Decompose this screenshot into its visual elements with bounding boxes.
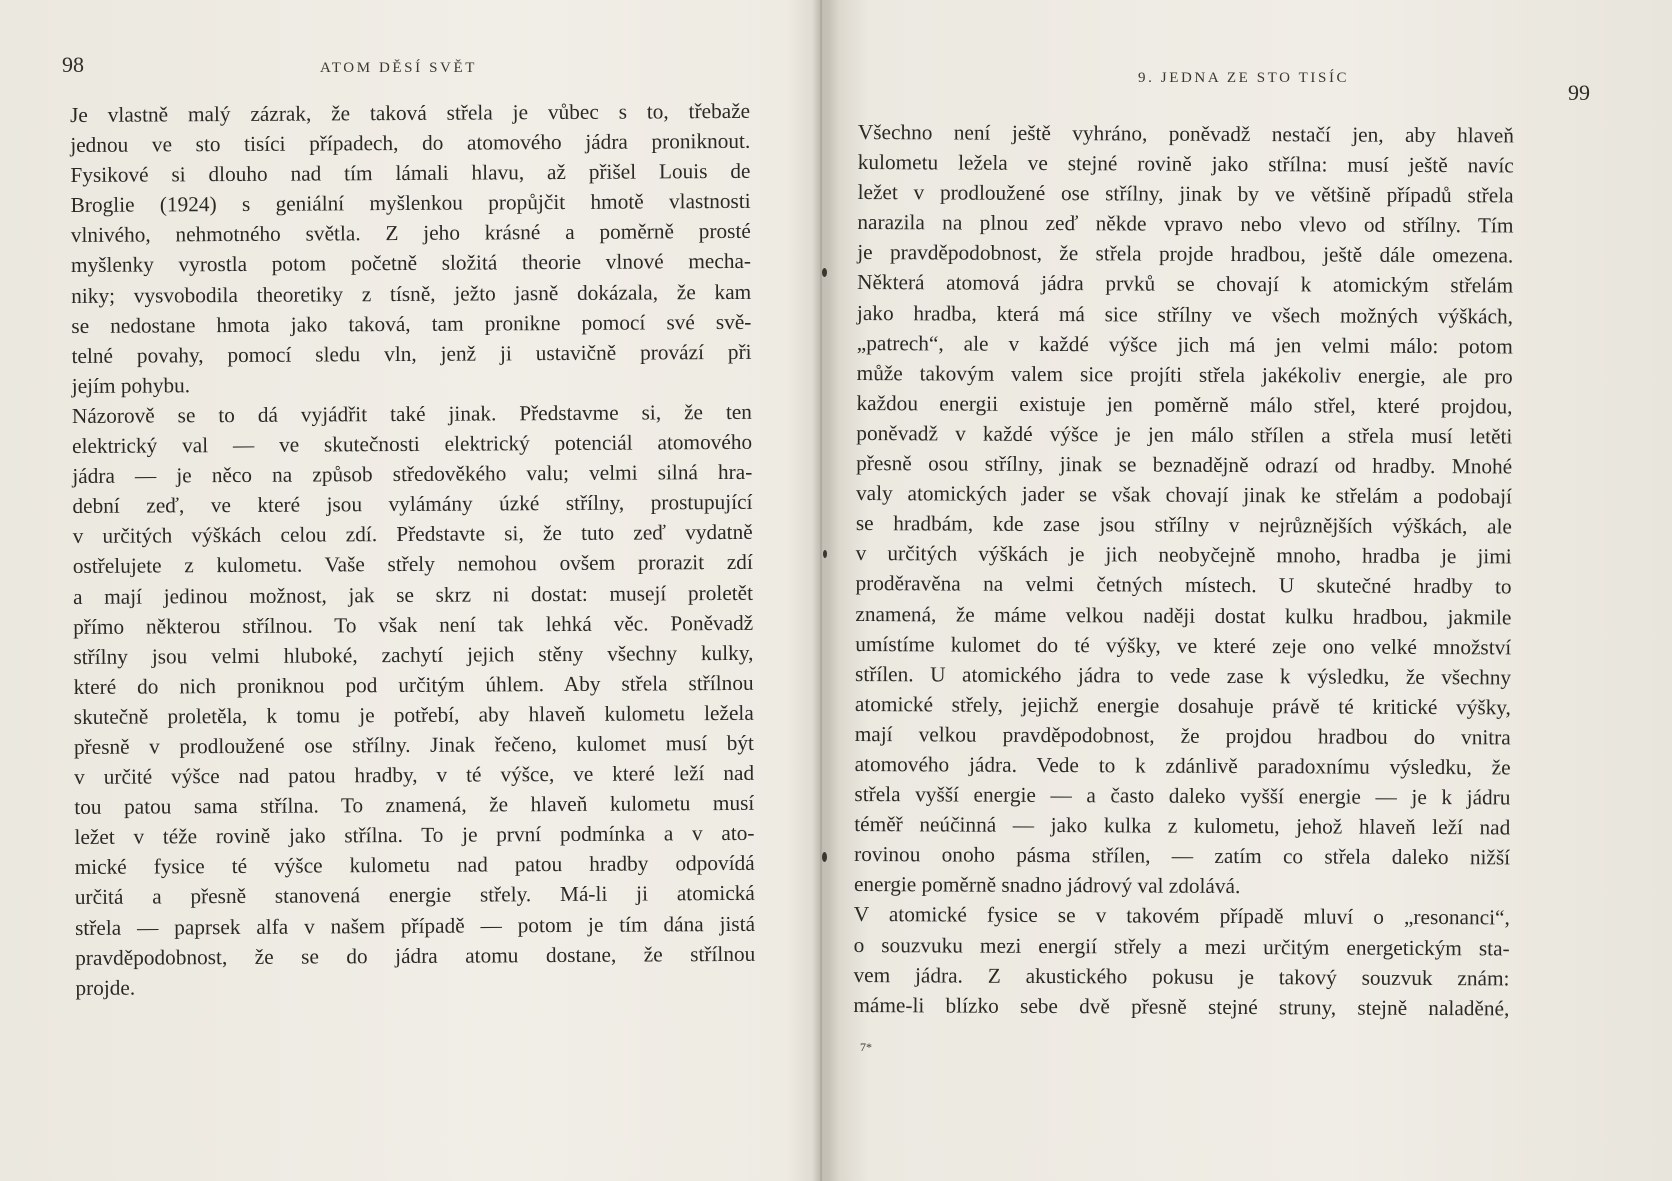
book-gutter (812, 0, 830, 1181)
text-line: projde. (75, 975, 136, 1000)
text-line: je pravděpodobnost, že střela projde hradbou, ještě dále omezena. (857, 240, 1514, 268)
text-line: v určité výšce nad patou hradby, v té výšce, ve které leží nad (74, 760, 755, 790)
text-line: Názorově se to dá vyjádřit také jinak. Představme si, že ten (71, 399, 752, 428)
text-line: skutečně proletěla, k tomu je potřebí, aby hlaveň kulometu ležela (73, 700, 754, 729)
text-line: se hradbám, kde zase jsou střílny v nejrůznějších výškách, ale (855, 511, 1512, 539)
text-line: máme-li blízko sebe dvě přesně stejné struny, stejně naladěné, (853, 992, 1510, 1021)
text-line: elektrický val — ve skutečnosti elektrický potenciál atomového (72, 429, 753, 459)
text-line: dební zeď, ve které jsou vylámány úzké střílny, prostupující (72, 490, 753, 519)
text-line: v určitých výškách je jich neobyčejně mnoho, hradba je jimi (855, 541, 1512, 569)
text-line: V atomické fysice se v takovém případě mluví o „resonanci“, (853, 902, 1510, 930)
text-line: znamená, že máme velkou naději dostat kulku hradbou, jakmile (855, 601, 1512, 629)
text-line: které do nich proniknou pod určitým úhlem. Aby střela střílnou (73, 670, 754, 699)
text-line: Některá atomová jádra prvků se chovají k atomickým střelám (857, 270, 1514, 298)
text-line: tou patou sama střílna. To znamená, že hlaveň kulometu musí (74, 790, 755, 820)
text-line: a mají jedinou možnost, jak se skrz ni dostat: musejí proletět (72, 580, 754, 609)
text-line: atomické střely, jejichž energie dosahuje právě té kritické výšky, (854, 691, 1511, 720)
text-line: střela vyšší energie — a často daleko vyšší energie — je k jádru (854, 782, 1511, 810)
binding-mark (822, 268, 827, 277)
text-line: Všechno není ještě vyhráno, poněvadž nestačí jen, aby hlaveň (857, 119, 1514, 148)
right-body-text (853, 117, 1514, 1023)
text-line: umístíme kulomet do té výšky, ve které zeje ono velké množství (855, 631, 1512, 660)
text-line: narazila na plnou zeď někde vpravo nebo vlevo od střílny. Tím (857, 210, 1514, 238)
text-line: střílny jsou velmi hluboké, zachytí jejich stěny všechny kulky, (73, 640, 754, 669)
text-line: ležet v prodloužené ose střílny, jinak by ve většině případů střela (857, 180, 1514, 208)
right-page (830, 0, 1672, 1181)
text-line: vlnivého, nehmotného světla. Z jeho krásné a poměrně prosté (70, 219, 751, 248)
right-running-head: 9. JEDNA ZE STO TISÍC (1138, 70, 1350, 86)
text-line: Je vlastně malý zázrak, že taková střela je vůbec s to, třebaže (70, 98, 751, 127)
text-line: energie poměrně snadno jádrový val zdolává. (853, 872, 1241, 899)
text-line: jako hradba, která má sice střílny ve všech možných výškách, (856, 300, 1514, 328)
text-line: ležet v téže rovině jako střílna. To je první podmínka a v ato- (74, 821, 755, 850)
binding-mark (822, 852, 827, 862)
text-line: kulometu ležela ve stejné rovině jako střílna: musí ještě navíc (857, 150, 1514, 178)
text-line: jejím pohybu. (71, 373, 191, 398)
text-line: atomového jádra. Vede to k zdánlivě paradoxnímu výsledku, že (854, 751, 1511, 780)
text-line: proděravěna na velmi četných místech. U skutečné hradby to (855, 571, 1512, 599)
left-page-number: 98 (62, 52, 84, 77)
text-line: přesně osou střílny, jinak se beznadějně odrazí od hradby. Mnohé (856, 451, 1513, 479)
text-line: jednou ve sto tisíci případech, do atomového jádra proniknout. (70, 128, 751, 158)
text-line: pravděpodobnost, že se do jádra atomu dostane, že střílnou (75, 941, 756, 970)
text-line: může takovým valem sice projíti střela jakékoliv energie, ale pro (856, 360, 1513, 389)
text-line: o souzvuku mezi energií střely a mezi určitým energetickým sta- (853, 932, 1510, 960)
text-line: valy atomických jader se však chovají jinak ke střelám a podobají (855, 481, 1513, 509)
left-running-head: ATOM DĚSÍ SVĚT (320, 60, 477, 76)
text-line: jádra — je něco na způsob středověkého valu; velmi silná hra- (72, 459, 753, 489)
text-line: v určitých výškách celou zdí. Představte si, že tuto zeď vydatně (72, 520, 753, 549)
text-line: poněvadž v každé výšce je jen málo střílen a střela musí letěti (856, 420, 1513, 449)
left-page (0, 0, 812, 1181)
text-line: Broglie (1924) s geniální myšlenkou propůjčit hmotě vlastnosti (70, 189, 751, 218)
text-line: rovinou onoho pásma střílen, — zatím co střela daleko nižší (854, 842, 1511, 870)
text-line: přesně v prodloužené ose střílny. Jinak řečeno, kulomet musí být (73, 730, 755, 759)
text-line: přímo některou střílnou. To však není tak lehká věc. Poněvadž (73, 610, 754, 639)
text-line: téměř neúčinná — jako kulka z kulometu, jehož hlaveň leží nad (854, 812, 1511, 840)
text-line: niky; vysvobodila theoretiky z tísně, ježto jasně dokázala, že kam (71, 279, 752, 308)
left-body-text (70, 96, 756, 1003)
text-line: vem jádra. Z akustického pokusu je takový souzvuk znám: (853, 962, 1510, 991)
text-line: určitá a přesně stanovená energie střely. Má-li ji atomická (74, 881, 755, 910)
text-line: mické fysice té výšce kulometu nad patou hradby odpovídá (74, 851, 755, 880)
signature-mark: 7* (860, 1040, 872, 1054)
text-line: myšlenky vyrostla potom početně složitá theorie vlnové mecha- (70, 249, 752, 278)
text-line: mají velkou pravděpodobnost, že projdou hradbou do vnitra (854, 721, 1511, 750)
text-line: ostřelujete z kulometu. Vaše střely nemohou ovšem prorazit zdí (72, 550, 753, 579)
text-line: střela — paprsek alfa v našem případě — potom je tím dána jistá (74, 911, 756, 940)
right-page-number: 99 (1568, 80, 1590, 105)
text-line: každou energii existuje jen poměrně málo střel, které projdou, (856, 390, 1513, 419)
text-line: „patrech“, ale v každé výšce jich má jen velmi málo: potom (856, 330, 1513, 359)
binding-mark (823, 550, 827, 558)
text-line: střílen. U atomického jádra to vede zase k výsledku, že všechny (855, 661, 1512, 690)
text-line: se nedostane hmota jako taková, tam pronikne pomocí své svě- (71, 309, 752, 338)
text-line: Fysikové si dlouho nad tím lámali hlavu, až přišel Louis de (70, 159, 751, 188)
text-line: telné povahy, pomocí sledu vln, jenž ji ustavičně provází při (71, 339, 752, 368)
